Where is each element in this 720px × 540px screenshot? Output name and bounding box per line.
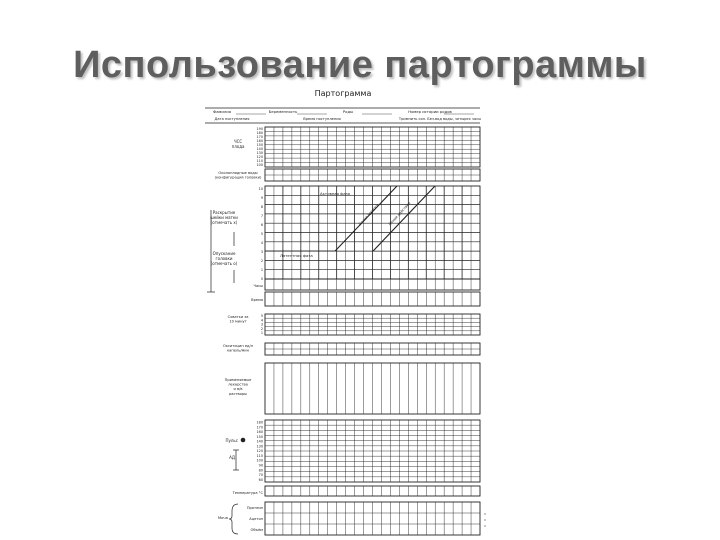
temp-label: Температура °C	[232, 491, 263, 495]
descent-label: Опускание	[212, 251, 236, 256]
header-field-label: Дата поступления	[214, 117, 250, 121]
active-phase-label: Активная фаза	[320, 191, 351, 196]
pulse-tick: 140	[256, 439, 263, 444]
descent-label: головки	[215, 256, 233, 261]
drugs-label: и в/в	[233, 387, 243, 392]
dilation-label: Раскрытие	[212, 210, 236, 215]
dilation-tick: 3	[260, 249, 263, 254]
latent-phase-label: Латентная фаза	[280, 253, 313, 259]
bp-label: АД	[229, 455, 235, 460]
pulse-tick: 100	[256, 458, 263, 463]
amniotic-label: (конфигурация головки)	[214, 175, 262, 180]
fhr-tick: 190	[256, 127, 263, 131]
fhr-label: ЧСС	[233, 139, 243, 144]
pulse-tick: 120	[256, 449, 263, 454]
pulse-tick: 170	[256, 425, 263, 430]
dilation-tick: 9	[260, 195, 263, 200]
descent-label: (отмечать o)	[210, 261, 238, 266]
dilation-tick: 7	[260, 213, 263, 218]
action-line-label: Линия действия	[387, 201, 412, 227]
pulse-tick: 80	[258, 468, 263, 473]
fhr-tick: 150	[256, 143, 263, 147]
pulse-tick: 110	[256, 453, 263, 458]
fhr-tick: 170	[256, 135, 263, 139]
urine-row-label: Объём	[250, 528, 263, 532]
dilation-tick: 6	[260, 222, 263, 227]
fhr-tick: 120	[256, 155, 263, 159]
alert-line-label: Линия тревоги	[357, 203, 380, 227]
dilation-tick: 1	[260, 267, 263, 272]
contractions-tick: 4	[260, 318, 263, 323]
dilation-label: (отмечать x)	[210, 220, 238, 225]
oxytocin-label: Окситоцин ед/л	[222, 344, 254, 348]
pulse-tick: 60	[258, 477, 263, 482]
dilation-tick: 8	[260, 204, 263, 209]
partogram-title: Партограмма	[314, 89, 372, 98]
urine-row-label: Ацетон	[249, 517, 263, 521]
amniotic-label: Околоплодные воды	[218, 171, 258, 175]
hours-label: Часы	[253, 284, 263, 288]
pulse-tick: 160	[256, 430, 263, 435]
pulse-tick: 90	[258, 463, 263, 468]
header-field-label: Фамилия	[212, 109, 232, 114]
urine-brace	[229, 504, 238, 534]
slide-title: Использование партограммы	[73, 44, 647, 86]
dilation-tick: 4	[260, 240, 263, 245]
contractions-tick: 2	[260, 326, 263, 331]
fhr-tick: 110	[256, 159, 263, 163]
urine-row-label: Протеин	[246, 506, 263, 510]
contractions-label: 10 минут	[229, 319, 247, 324]
pulse-tick: 150	[256, 434, 263, 439]
fhr-tick: 180	[256, 131, 263, 135]
dilation-tick: 2	[260, 258, 263, 263]
header-field-label: Тримпить соп. Без.вод воды, четырех часы	[398, 117, 482, 121]
fhr-tick: 100	[256, 163, 263, 167]
header-field-label: Номер истории родов	[408, 109, 452, 114]
fhr-tick: 130	[256, 151, 263, 155]
pulse-dot-icon	[241, 438, 246, 443]
contractions-tick: 3	[260, 322, 263, 327]
fhr-label: плода	[231, 144, 245, 149]
fhr-tick: 140	[256, 147, 263, 151]
dilation-label: шейки матки	[210, 215, 238, 220]
urine-label: Моча	[217, 515, 228, 520]
pulse-label: Пульс	[225, 438, 238, 443]
header-field-label: Время поступления	[303, 117, 341, 121]
oxytocin-label: капель/мин	[227, 348, 249, 353]
contractions-tick: 5	[260, 314, 263, 319]
pulse-tick: 130	[256, 444, 263, 449]
drugs-label: растворы	[229, 391, 247, 396]
time-label: Время	[251, 298, 263, 302]
fhr-tick: 160	[256, 139, 263, 143]
header-field-label: Роды	[342, 109, 354, 114]
drugs-label: лекарства	[228, 382, 248, 387]
dilation-tick: 10	[258, 186, 263, 191]
contractions-tick: 1	[260, 330, 263, 335]
pulse-tick: 180	[256, 420, 263, 425]
pulse-tick: 70	[258, 473, 263, 478]
action-line	[373, 186, 435, 251]
drugs-label: Применяемые	[224, 378, 252, 382]
dilation-tick: 0	[260, 276, 263, 281]
header-field-label: Беременность	[268, 109, 298, 114]
contractions-label: Схватки за	[227, 315, 249, 319]
dilation-tick: 5	[260, 231, 263, 236]
